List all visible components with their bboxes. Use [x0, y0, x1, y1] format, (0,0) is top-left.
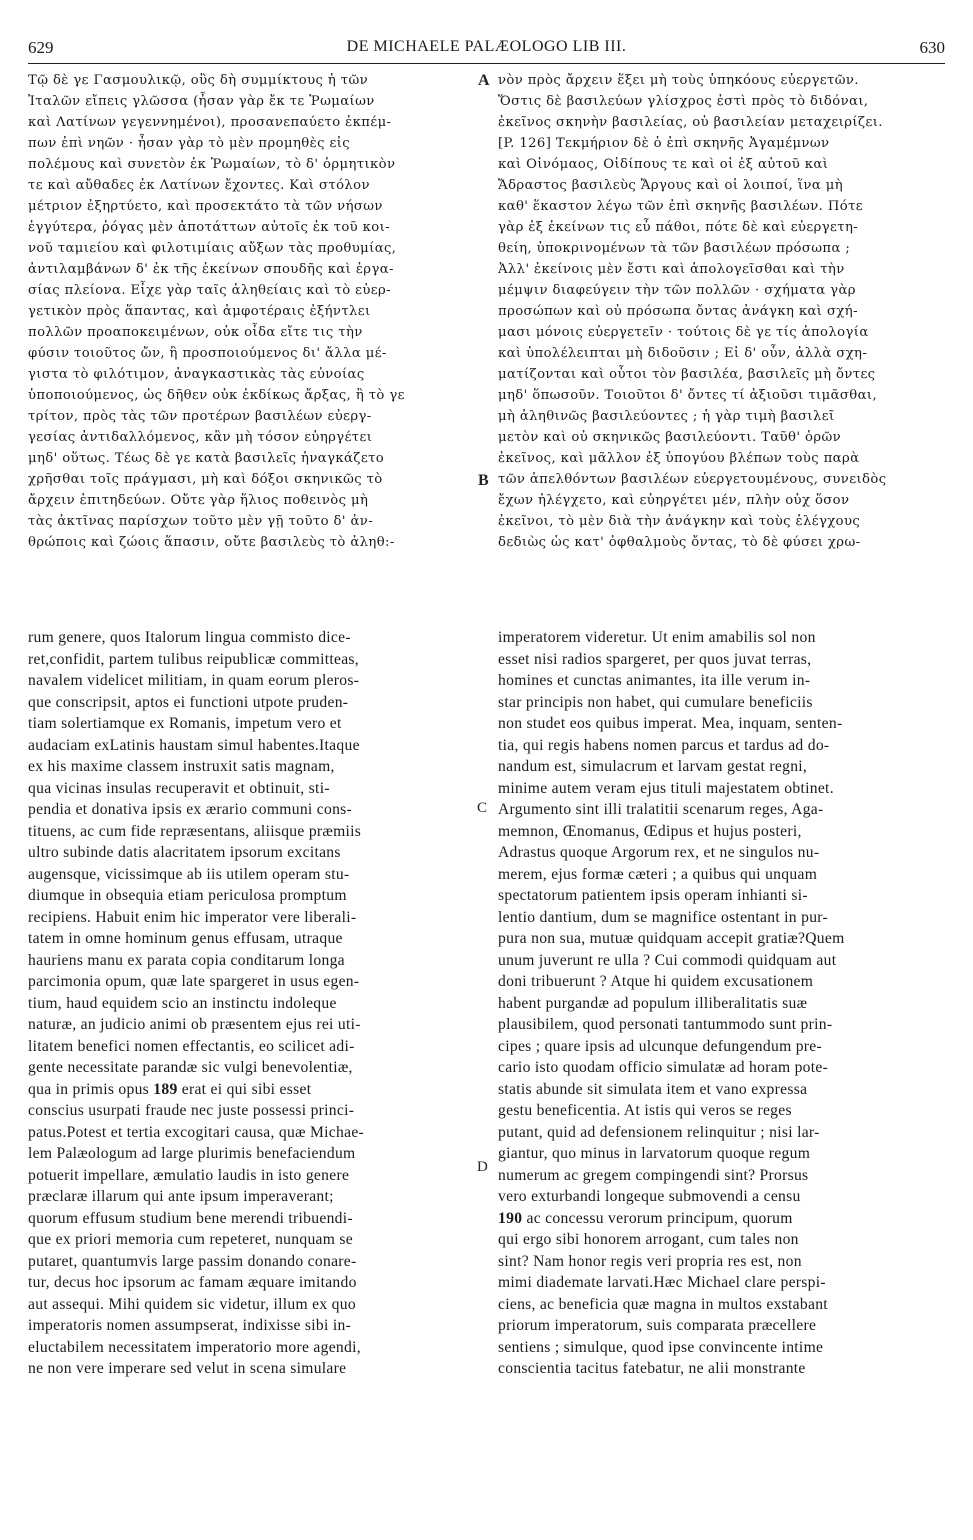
latin-right-line: giantur, quo minus in larvatorum quoque regum: [498, 1145, 811, 1162]
latin-left-line: tiam solertiamque ex Romanis, impetum vero et: [28, 715, 342, 732]
greek-right-line: μέμψιν διαφεύγειν τὴν τῶν πολλῶν · σχήματα γὰρ: [498, 283, 856, 298]
latin-left-line: litatem benefici nomen effectantis, eo scilicet adi-: [28, 1037, 355, 1055]
latin-right-line: merem, ejus formæ cæteri ; a quibus qui unquam: [498, 865, 818, 883]
greek-left-line: ἄρχειν ἐπιτηδεύων. Οὔτε γὰρ ἥλιος ποθεινὸς μὴ: [28, 493, 369, 508]
latin-right-line: spectatorum patientem ipsis operam inhianti si-: [498, 887, 808, 904]
greek-right-line: καὶ Οἰνόμαος, Οἰδίπους τε καὶ οἱ ἐξ αὐτοῦ καὶ: [498, 157, 829, 172]
latin-left-line: patus.Potest et tertia excogitari causa, quæ Michae-: [28, 1123, 365, 1141]
latin-left-line: conscius usurpati fraude nec juste possessi princi-: [28, 1102, 355, 1119]
greek-right-line: Ἄδραστος βασιλεὺς Ἄργους καὶ οἱ λοιποί, ἵνα μὴ: [498, 178, 844, 193]
latin-left-line: eluctabilem necessitatem imperatorio more agendi,: [28, 1338, 361, 1356]
latin-right-line: ciens, ac beneficia quæ magna in multos exstabant: [498, 1295, 828, 1313]
page-number-right: 630: [919, 38, 945, 57]
latin-right-line: vero exturbandi longeque submovendi a censu: [498, 1188, 801, 1205]
greek-right-line: μασι μόνοις εὐεργετεῖν · τούτοις δὲ γε τίς ἀπολογία: [498, 325, 869, 340]
latin-left-line: gente necessitate parandæ sic vulgi benevolentiæ,: [28, 1059, 353, 1076]
greek-right-line: ἔχων ἠλέγχετο, καὶ εὐηργέτει μέν, πλὴν οὐχ ὅσον: [498, 493, 850, 508]
latin-left-line: ret,confidit, partem tulibus reipublicæ committeas,: [28, 650, 359, 668]
latin-right-line: memnon, Œnomanus, Œdipus et hujus posteri,: [498, 822, 802, 840]
greek-left-line: ἀντιλαμβάνων δ' ἐκ τῆς ἐκείνων σπουδῆς καὶ ἐργα-: [28, 262, 394, 277]
latin-right-line: conscientia tacitus fatebatur, ne alii monstrante: [498, 1360, 806, 1377]
latin-right-line: Adrastus quoque Argorum rex, et ne singulos nu-: [498, 844, 820, 861]
latin-right-line: habent purgandæ ad populum illiberalitatis suæ: [498, 994, 808, 1012]
greek-left-line: μηδ' οὕτως. Τέως δὲ γε κατὰ βασιλεῖς ἠναγκάζετο: [28, 451, 385, 466]
latin-right-line: cario isto quodam officio simulatæ ad horam pote-: [498, 1059, 829, 1076]
greek-left-line: καὶ Λατίνων γεγεννημένοι), προσανεπαύετο ἐκπέμ-: [28, 115, 392, 130]
page-header: [28, 38, 945, 64]
latin-right-line: minime autem veram ejus tituli majestatem obtinet.: [498, 779, 834, 797]
greek-right-line: τῶν ἀπελθόντων βασιλέων εὐεργετουμένους, συνειδὸς: [498, 472, 887, 487]
latin-right-line: mimi diademate larvati.Hæc Michael clare perspi-: [498, 1274, 826, 1291]
greek-left-line: φύσιν τοιοῦτος ὤν, ἢ προσποιούμενος δι' ἄλλα μέ-: [28, 346, 387, 361]
latin-left-line: quorum effusum studium bene merendi tribuendi-: [28, 1209, 353, 1227]
latin-left-line: lem Palæologum ad large plurimis benefaciendum: [28, 1145, 356, 1162]
latin-right-line: 190 ac concessu verorum principum, quorum: [498, 1209, 793, 1227]
latin-right-line: numerum ac gregem compingendi sint? Prorsus: [498, 1166, 809, 1184]
latin-right-line: esset nisi radios spargeret, per quos juvat terras,: [498, 650, 812, 668]
latin-right-line: tia, qui regis habens nomen parcus et tardus ad do-: [498, 736, 830, 754]
latin-left-line: naturæ, an judicio animi ob præsentem ejus rei uti-: [28, 1016, 361, 1033]
latin-right-line: statis abunde sit simulata item et vano expressa: [498, 1080, 808, 1098]
latin-left-line: que ex priori memoria cum repeteret, nunquam se: [28, 1231, 353, 1248]
greek-left-line: Τῷ δὲ γε Γασμουλικῷ, οὓς δὴ συμμίκτους ἡ τῶν: [28, 73, 369, 88]
section-marker-c: C: [477, 800, 488, 816]
greek-left-line: τε καὶ αὔθαδες ἐκ Λατίνων ἔχοντες. Καὶ στόλον: [28, 178, 370, 193]
latin-left-line: putaret, quantumvis large passim donando conare-: [28, 1252, 357, 1270]
greek-right-line: καθ' ἕκαστον λέγω τῶν ἐπὶ σκηνῆς βασιλέων. Πότε: [498, 199, 864, 214]
greek-right-line: Ἀλλ' ἐκείνοις μὲν ἔστι καὶ ἀπολογεῖσθαι καὶ τὴν: [498, 262, 845, 277]
latin-right-line: Argumento sint illi tralatitii scenarum reges, Aga-: [498, 801, 824, 818]
latin-left-line: audaciam exLatinis haustam simul habentes.Itaque: [28, 736, 360, 754]
greek-right-line: καὶ ὑπολέλειπται μὴ διδοῦσιν ; Εἰ δ' οὖν, ἀλλὰ σχη-: [498, 346, 868, 361]
latin-left-line: navalem videlicet militiam, in quam eorum pleros-: [28, 672, 360, 689]
latin-left-line: ex his maxime classem instruxit satis magnam,: [28, 758, 335, 775]
section-marker-a: A: [478, 72, 490, 89]
running-title: DE MICHAELE PALÆOLOGO LIB III.: [346, 38, 627, 55]
latin-right-line: star principis non habet, qui cumulare beneficiis: [498, 693, 813, 711]
greek-right-line: Ὅστις δὲ βασιλεύων γλίσχρος ἐστὶ πρὸς τὸ διδόναι,: [498, 94, 869, 109]
greek-right-line: μετὸν καὶ οὐ σκηνικῶς βασιλεύοντι. Ταῦθ' ὁρῶν: [498, 430, 842, 445]
greek-left-line: πολέμους καὶ συνετὸν ἐκ Ῥωμαίων, τὸ δ' ὁρμητικὸν: [28, 157, 396, 172]
greek-left-line: τρίτον, πρὸς τὰς τῶν προτέρων βασιλέων εὐεργ-: [28, 409, 372, 424]
latin-left-line: qua vicinas insulas recuperavit et obtinuit, sti-: [28, 779, 330, 797]
greek-right-line: θείη, ὑποκρινομένων τὰ τῶν βασιλέων πρόσωπα ;: [498, 241, 851, 256]
greek-right-line: δεδιὼς ὡς κατ' ὀφθαλμοὺς ὄντας, τὸ δὲ φύσει χρω-: [498, 535, 861, 550]
latin-left-line: rum genere, quos Italorum lingua commisto dice-: [28, 629, 351, 646]
latin-left-line: tituens, ac cum fide repræsentans, aliisque præmiis: [28, 822, 362, 840]
greek-left-line: χρῆσθαι τοῖς πράγμασι, μὴ καὶ δόξοι σκηνικῶς τὸ: [28, 472, 383, 487]
latin-right-line: priorum imperatorum, suis comparata præcellere: [498, 1317, 817, 1334]
latin-left-line: hauriens manu ex parata copia conditarum longa: [28, 951, 345, 969]
latin-right-line: lentio dantium, dum se magnifice ostentant in pur-: [498, 908, 828, 926]
latin-right-line: doni tribuerunt ? Atque hi quidem excusationem: [498, 973, 814, 990]
latin-left-line: que conscripsit, aptos ei functioni utpote pruden-: [28, 693, 349, 711]
latin-left-line: recipiens. Habuit enim hic imperator vere liberali-: [28, 908, 357, 926]
greek-column-right: [498, 70, 946, 553]
latin-right-line: sint? Nam honor regis veri propria res est, non: [498, 1252, 802, 1270]
latin-left-line: pendia et donativa ipsis ex ærario communi cons-: [28, 801, 353, 818]
latin-right-line: putant, quid ad defensionem relinquitur ; nisi lar-: [498, 1123, 820, 1141]
latin-left-line: tur, decus hoc ipsorum ac famam æquare imitando: [28, 1274, 357, 1291]
greek-left-line: ἐγγύτερα, ῥόγας μὲν ἀποτάττων αὐτοῖς ἐκ τοῦ κοι-: [28, 220, 391, 235]
latin-left-line: diumque in obsequia etiam periculosa promptum: [28, 887, 347, 904]
greek-column-left: [28, 70, 472, 553]
latin-right-line: cipes ; quare ipsis ad ulcunque defungendum pre-: [498, 1037, 823, 1055]
latin-right-line: plausibilem, quod personati tantummodo sunt prin-: [498, 1016, 833, 1033]
greek-left-line: γετικὸν πρὸς ἅπαντας, καὶ ἀμφοτέραις ἐξήντλει: [28, 304, 371, 319]
greek-left-line: πολλῶν προαποκειμένων, οὐκ οἶδα εἴτε τις τὴν: [28, 325, 363, 340]
greek-right-line: μὴ ἀληθινῶς βασιλεύοντες ; ἡ γὰρ τιμὴ βασιλεῖ: [498, 409, 835, 424]
latin-left-line: ne non vere imperare sed velut in scena simulare: [28, 1360, 347, 1377]
latin-left-line: præclaræ illarum qui ante ipsum imperaverant;: [28, 1188, 334, 1205]
header-rule: [28, 63, 945, 64]
latin-column-left: [28, 627, 472, 1380]
greek-left-line: μέτριον ἐξηρτύετο, καὶ προσεκτάτο τὰ τῶν νήσων: [28, 199, 383, 214]
latin-right-line: nandum est, simulacrum et larvam gestat regni,: [498, 758, 808, 775]
latin-right-line: imperatorem videretur. Ut enim amabilis sol non: [498, 629, 816, 646]
latin-right-line: pura non sua, mutuæ quidquam accepit gratiæ?Quem: [498, 930, 845, 947]
greek-left-line: γιστα τὸ φιλότιμον, ἀναγκαστικὰς τὰς εὐνοίας: [28, 367, 365, 382]
greek-left-line: Ἰταλῶν εἴπεις γλῶσσα (ἦσαν γὰρ ἔκ τε Ῥωμαίων: [28, 94, 375, 109]
latin-left-line: imperatoris nomen assumpserat, indixisse sibi in-: [28, 1317, 352, 1334]
latin-left-line: augensque, vicissimque ab iis utilem operam stu-: [28, 865, 350, 883]
greek-left-line: γεσίας ἀντιδαλλόμενος, κἂν μὴ τόσον εὐηργέτει: [28, 430, 373, 445]
greek-right-line: ἐκεῖνος σκηνὴν βασιλείας, οὐ βασιλείαν μεταχειρίζει.: [498, 115, 883, 130]
greek-left-line: νοῦ ταμιείου καὶ φιλοτιμίαις αὔξων τὰς προθυμίας,: [28, 241, 397, 256]
section-marker-b: B: [478, 472, 489, 489]
latin-left-line: tium, haud equidem scio an instinctu indoleque: [28, 994, 337, 1012]
latin-right-line: homines et cunctas animantes, ita ille verum in-: [498, 672, 811, 689]
latin-left-line: aut assequi. Mihi quidem sic videtur, illum ex quo: [28, 1295, 356, 1313]
latin-right-line: gestu beneficentia. At istis qui veros se reges: [498, 1102, 792, 1119]
greek-left-line: θρώποις καὶ ζώοις ἅπασιν, οὔτε βασιλεὺς τὸ ἀληθ:-: [28, 535, 395, 550]
section-marker-d: D: [477, 1159, 488, 1175]
greek-right-line: προσώπων καὶ οὐ πρόσωπα ὄντας ἀνάγκη καὶ σχή-: [498, 304, 858, 319]
latin-right-line: qui ergo sibi honorem arrogant, cum tales non: [498, 1231, 799, 1248]
latin-left-line: potuerit impellare, æmulatio laudis in isto genere: [28, 1166, 350, 1184]
latin-left-line: ultro subinde datis alacritatem ipsorum excitans: [28, 844, 341, 861]
latin-left-line: parcimonia opum, quæ late spargeret in usus egen-: [28, 973, 360, 990]
latin-column-right: [498, 627, 946, 1380]
greek-right-line: γὰρ ἐξ ἐκείνων τις εὖ πάθοι, πότε δὲ καὶ εὐεργετη-: [498, 220, 859, 235]
greek-left-line: ὑποποιούμενος, ὡς δῆθεν οὐκ ἐκδίκως ἄρξας, ἢ τὸ γε: [28, 388, 405, 403]
latin-left-line: tatem in omne hominum genus effusam, utraque: [28, 930, 343, 947]
greek-right-line: ἐκεῖνος, καὶ μᾶλλον ἐξ ὑπογύου βλέπων τοὺς παρὰ: [498, 451, 860, 466]
latin-right-line: sentiens ; simulque, quod ipse convincente intime: [498, 1338, 824, 1356]
greek-left-line: σίας πλείονα. Εἶχε γὰρ ταῖς ἀληθείαις καὶ τὸ εὐερ-: [28, 283, 392, 298]
greek-right-line: νὸν πρὸς ἄρχειν ἕξει μὴ τοὺς ὑπηκόους εὐεργετῶν.: [498, 73, 859, 88]
greek-right-line: ἐκεῖνοι, τὸ μὲν διὰ τὴν ἀνάγκην καὶ τοὺς ἐλέγχους: [498, 514, 861, 529]
greek-right-line: ματίζονται καὶ οὗτοι τὸν βασιλέα, βασιλεῖς μὴ ὄντες: [498, 367, 876, 382]
latin-left-line: qua in primis opus 189 erat ei qui sibi esset: [28, 1080, 312, 1098]
latin-right-line: non studet eos quibus imperat. Mea, inquam, senten-: [498, 715, 843, 732]
greek-left-line: τὰς ἀκτῖνας παρίσχων τοῦτο μὲν γῇ τοῦτο δ' ἀν-: [28, 514, 374, 529]
page-number-left: 629: [28, 38, 54, 57]
greek-right-line: [P. 126] Τεκμήριον δὲ ὁ ἐπὶ σκηνῆς Ἀγαμέμνων: [498, 136, 830, 151]
latin-right-line: unum juverunt re ulla ? Cui commodi quidquam aut: [498, 951, 837, 969]
greek-left-line: πων ἐπὶ νηῶν · ἦσαν γὰρ τὸ μὲν προμηθὲς εἰς: [28, 136, 351, 151]
greek-right-line: μηδ' ὅπωσοῦν. Τοιοῦτοι δ' ὄντες τί ἀξιοῦσι τιμᾶσθαι,: [498, 388, 878, 403]
